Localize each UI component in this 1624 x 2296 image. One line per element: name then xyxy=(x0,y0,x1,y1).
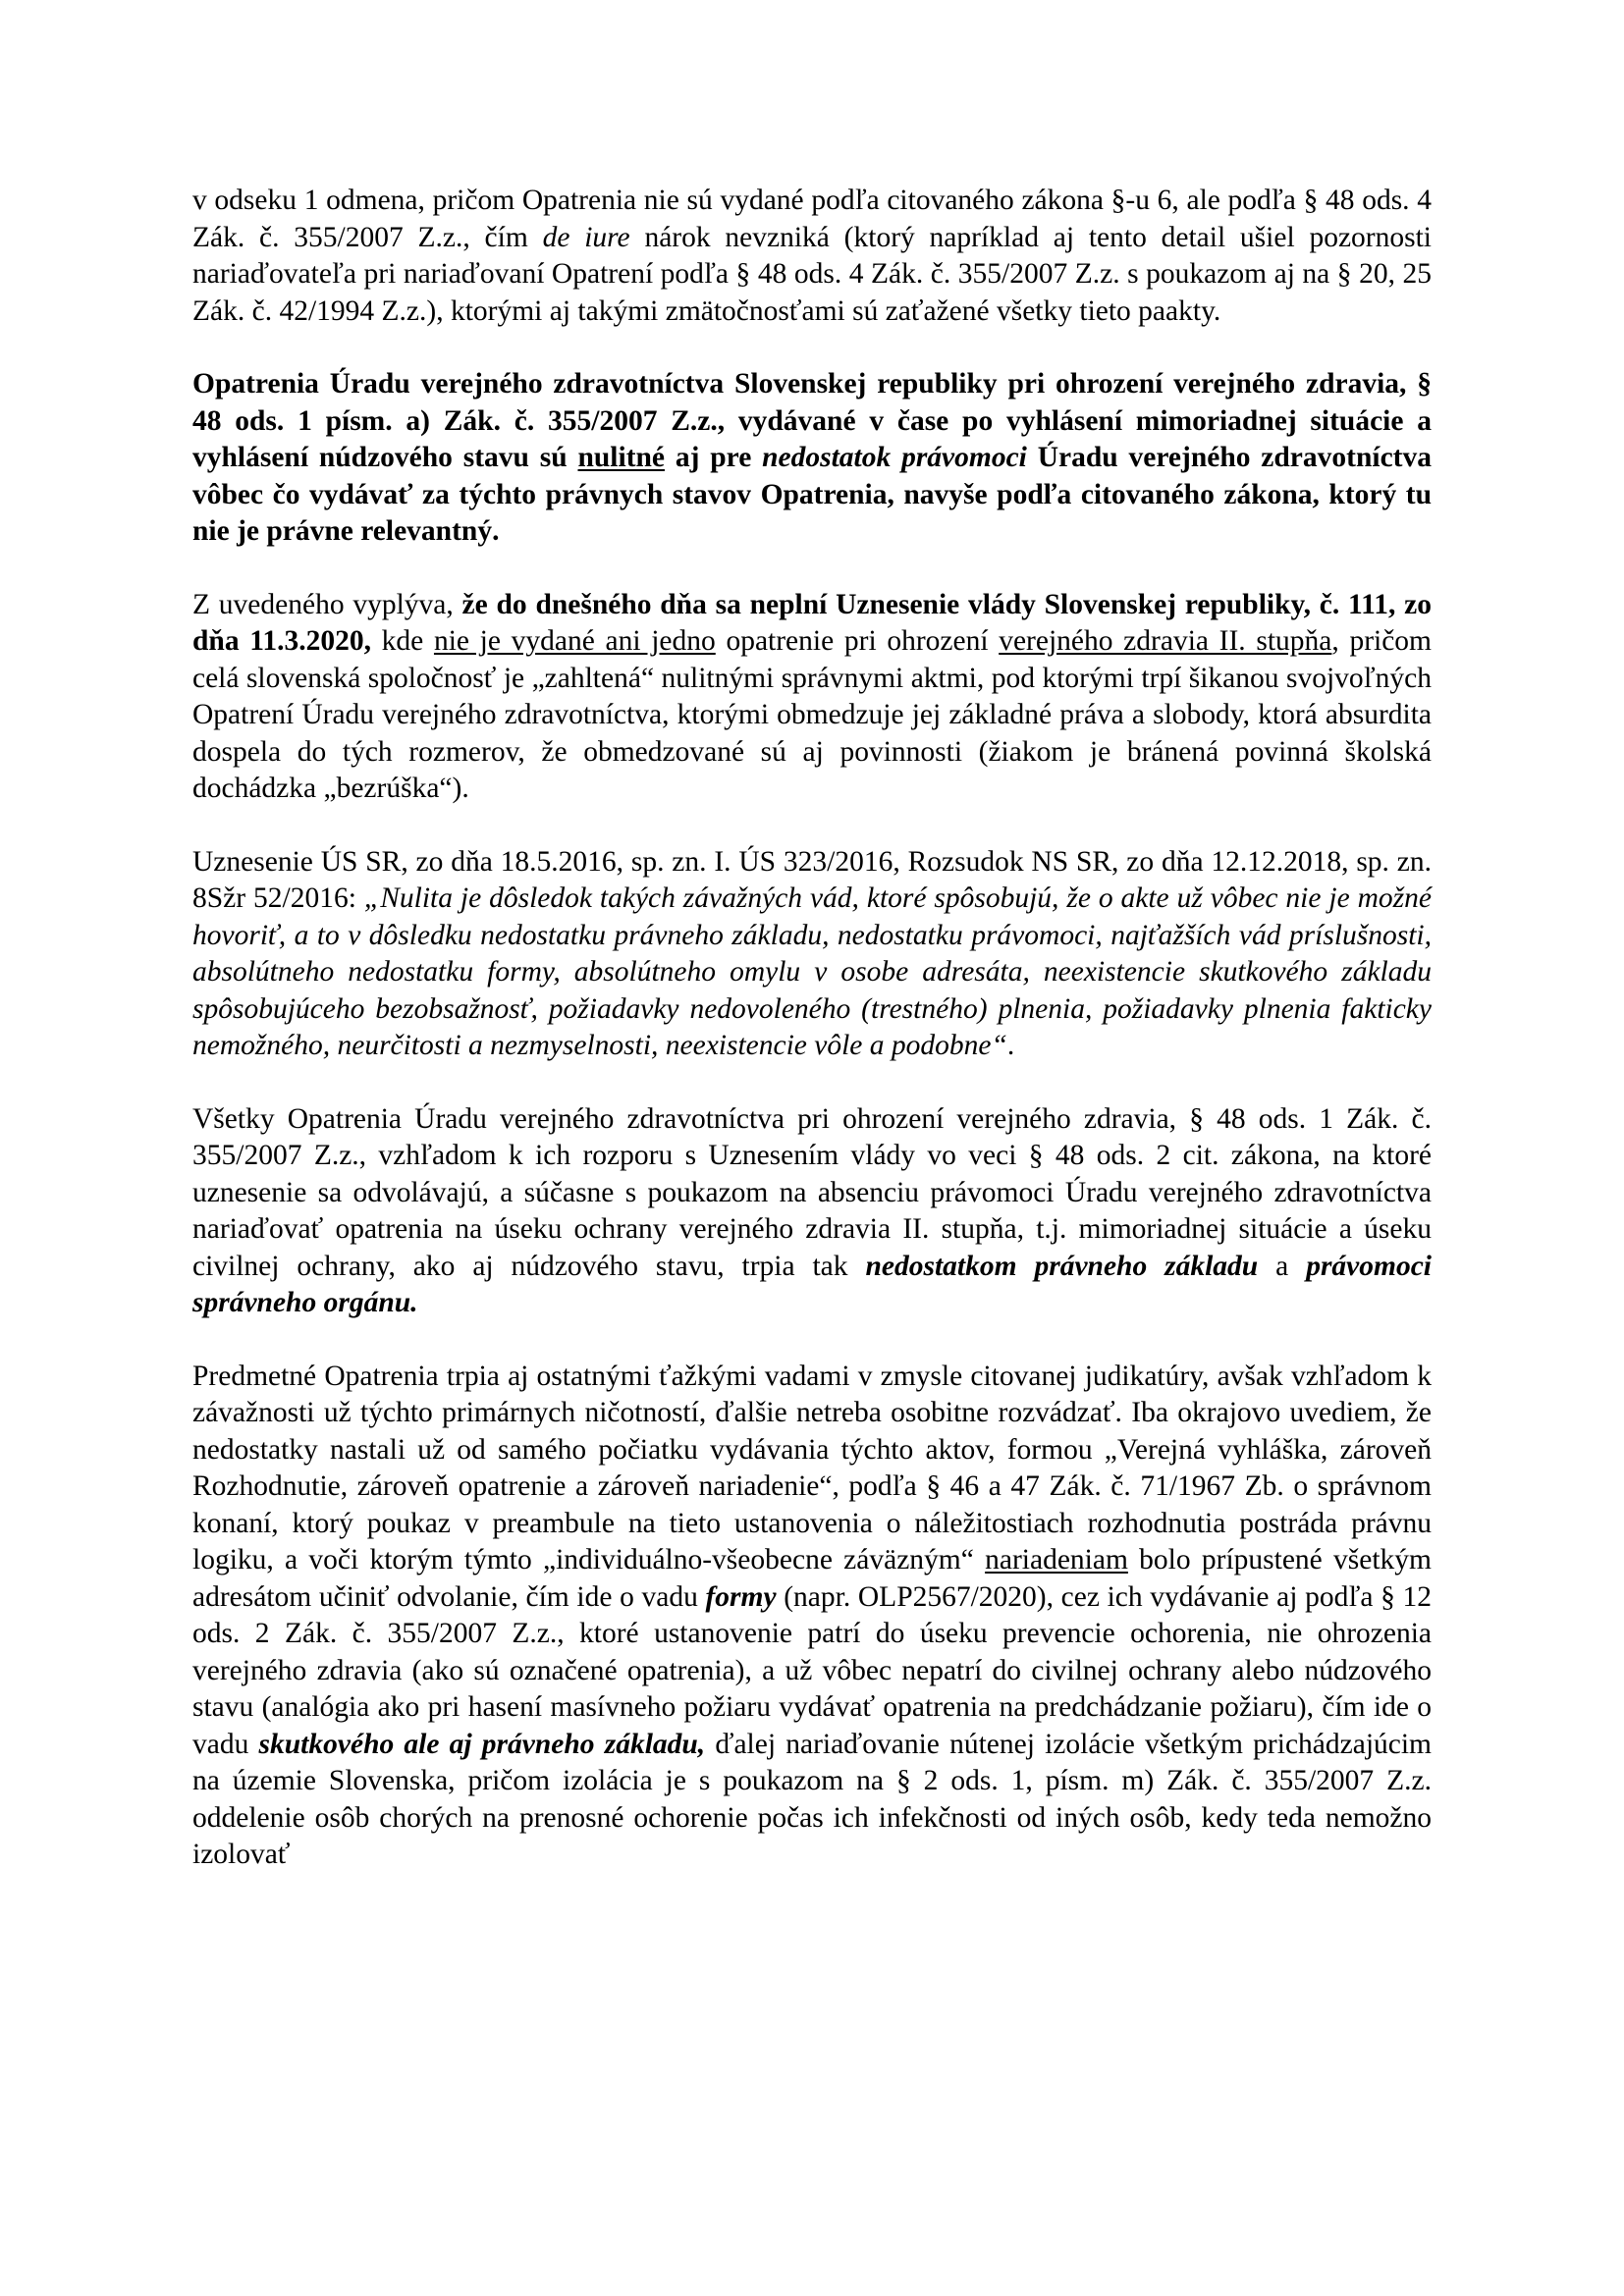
text-segment: „Nulita je dôsledok takých závažných vád, ktoré spôsobujú, že o akte už vôbec nie je možné hovoriť, a to v dôsledku nedostatku právneho základu, nedostatku právomoci, najťažších vád príslušnosti, absolútneho nedostatku formy, absolútneho omylu v osobe adresáta, neexistencie skutkového základu spôsobujúceho bezobsažnosť, požiadavky nedovoleného (trestného) plnenia, požiadavky plnenia fakticky nemožného, neurčitosti a nezmyselnosti, neexistencie vôle a podobne“ xyxy=(192,882,1432,1061)
paragraph-1 xyxy=(192,183,1432,330)
text-segment: verejného zdravia II. stupňa xyxy=(999,625,1332,657)
text-segment: aj pre xyxy=(665,442,763,473)
text-segment: Predmetné Opatrenia trpia aj ostatnými ťažkými vadami v zmysle citovanej judikatúry, avšak vzhľadom k závažnosti už týchto primárnych ničotností, ďalšie netreba osobitne rozvádzať. Iba okrajovo uvediem, že nedostatky nastali už od samého počiatku vydávania týchto aktov, formou „Verejná vyhláška, zároveň Rozhodnutie, zároveň opatrenie a zároveň nariadenie“, podľa § 46 a 47 Zák. č. 71/1967 Zb. o správnom konaní, ktorý poukaz v preambule na tieto ustanovenia o náležitostiach rozhodnutia postráda právnu logiku, a voči ktorým týmto „individuálno-všeobecne záväzným“ xyxy=(192,1360,1432,1575)
text-segment: Všetky Opatrenia Úradu verejného zdravotníctva pri ohrození verejného zdravia, § 48 ods. 1 Zák. č. 355/2007 Z.z., vzhľadom k ich rozporu s Uznesením vlády vo veci § 48 ods. 2 cit. zákona, na ktoré uznesenie sa odvolávajú, a súčasne s poukazom na absenciu právomoci Úradu verejného zdravotníctva nariaďovať opatrenia na úseku ochrany verejného zdravia II. stupňa, t.j. mimoriadnej situácie a úseku civilnej ochrany, ako aj núdzového stavu, trpia tak xyxy=(192,1102,1432,1282)
text-segment: v odseku 1 odmena, pričom Opatrenia nie sú vydané podľa citovaného zákona §-u 6, ale podľa § 48 ods. 4 Zák. č. 355/2007 Z.z., čím xyxy=(192,185,1432,253)
text-segment: Uznesenie ÚS SR, zo dňa 18.5.2016, sp. zn. I. ÚS 323/2016, Rozsudok NS SR, zo dňa 12.12.2018, sp. zn. 8Sžr 52/2016: xyxy=(192,845,1432,914)
paragraph-3 xyxy=(192,587,1432,808)
text-segment: Z uvedeného vyplýva, xyxy=(192,588,462,620)
paragraph-6 xyxy=(192,1359,1432,1874)
text-segment: skutkového ale aj právneho základu, xyxy=(258,1728,706,1760)
text-segment: kde xyxy=(371,625,434,657)
text-segment: bolo prípustené všetkým adresátom učiniť odvolanie, čím ide o vadu xyxy=(192,1544,1432,1613)
text-segment: že do dnešného dňa sa neplní Uznesenie vlády Slovenskej republiky, č. 111, zo dňa 11.3.2020, xyxy=(192,588,1432,657)
text-segment: opatrenie pri ohrození xyxy=(715,625,1000,657)
text-segment: nariadeniam xyxy=(985,1544,1128,1575)
paragraph-2 xyxy=(192,366,1432,551)
text-segment: de iure xyxy=(542,221,630,253)
text-segment: Úradu verejného zdravotníctva vôbec čo vydávať za týchto právnych stavov Opatrenia, navyše podľa citovaného zákona, ktorý tu nie je právne relevantný. xyxy=(192,442,1432,547)
text-segment: formy xyxy=(705,1580,777,1613)
text-segment: nárok nevzniká (ktorý napríklad aj tento detail ušiel pozornosti nariaďovateľa pri nariaďovaní Opatrení podľa § 48 ods. 4 Zák. č. 355/2007 Z.z. s poukazom aj na § 20, 25 Zák. č. 42/1994 Z.z.), ktorými aj takými zmätočnosťami sú zaťažené všetky tieto paakty. xyxy=(192,221,1432,327)
text-segment: nulitné xyxy=(577,442,666,473)
text-segment: a xyxy=(1258,1250,1307,1282)
text-segment: nie je vydané ani jedno xyxy=(433,625,716,657)
paragraph-4 xyxy=(192,844,1432,1065)
text-segment: (napr. OLP2567/2020), cez ich vydávanie aj podľa § 12 ods. 2 Zák. č. 355/2007 Z.z., ktoré ustanovenie patrí do úseku prevencie ochorenia, nie ohrozenia verejného zdravia (ako sú označené opatrenia), a už vôbec nepatrí do civilnej ochrany alebo núdzového stavu (analógia ako pri hasení masívneho požiaru vydávať opatrenia na predchádzanie požiaru), čím ide o vadu xyxy=(192,1580,1433,1760)
text-segment: Opatrenia Úradu verejného zdravotníctva Slovenskej republiky pri ohrození verejného zdravia, § 48 ods. 1 písm. a) Zák. č. 355/2007 Z.z., vydávané v čase po vyhlásení mimoriadnej situácie a vyhlásení núdzového stavu sú xyxy=(192,368,1432,473)
text-segment: , pričom celá slovenská spoločnosť je „zahltená“ nulitnými správnymi aktmi, pod ktorými trpí šikanou svojvoľných Opatrení Úradu verejného zdravotníctva, ktorými obmedzuje jej základné práva a slobody, ktorá absurdita dospela do tých rozmerov, že obmedzované sú aj povinnosti (žiakom je bránená povinná školská dochádzka „bezrúška“). xyxy=(192,625,1433,804)
paragraph-5 xyxy=(192,1101,1432,1322)
text-segment: nedostatok právomoci xyxy=(762,442,1027,473)
text-segment: ďalej nariaďovanie nútenej izolácie všetkým prichádzajúcim na územie Slovenska, pričom izolácia je s poukazom na § 2 ods. 1, písm. m) Zák. č. 355/2007 Z.z. oddelenie osôb chorých na prenosné ochorenie počas ich infekčnosti od iných osôb, kedy teda nemožno izolovať xyxy=(192,1728,1432,1870)
text-segment: nedostatkom právneho základu xyxy=(865,1250,1259,1282)
document-page xyxy=(192,183,1432,1910)
text-segment: právomoci správneho orgánu. xyxy=(192,1250,1432,1318)
text-segment: . xyxy=(1006,1030,1015,1061)
